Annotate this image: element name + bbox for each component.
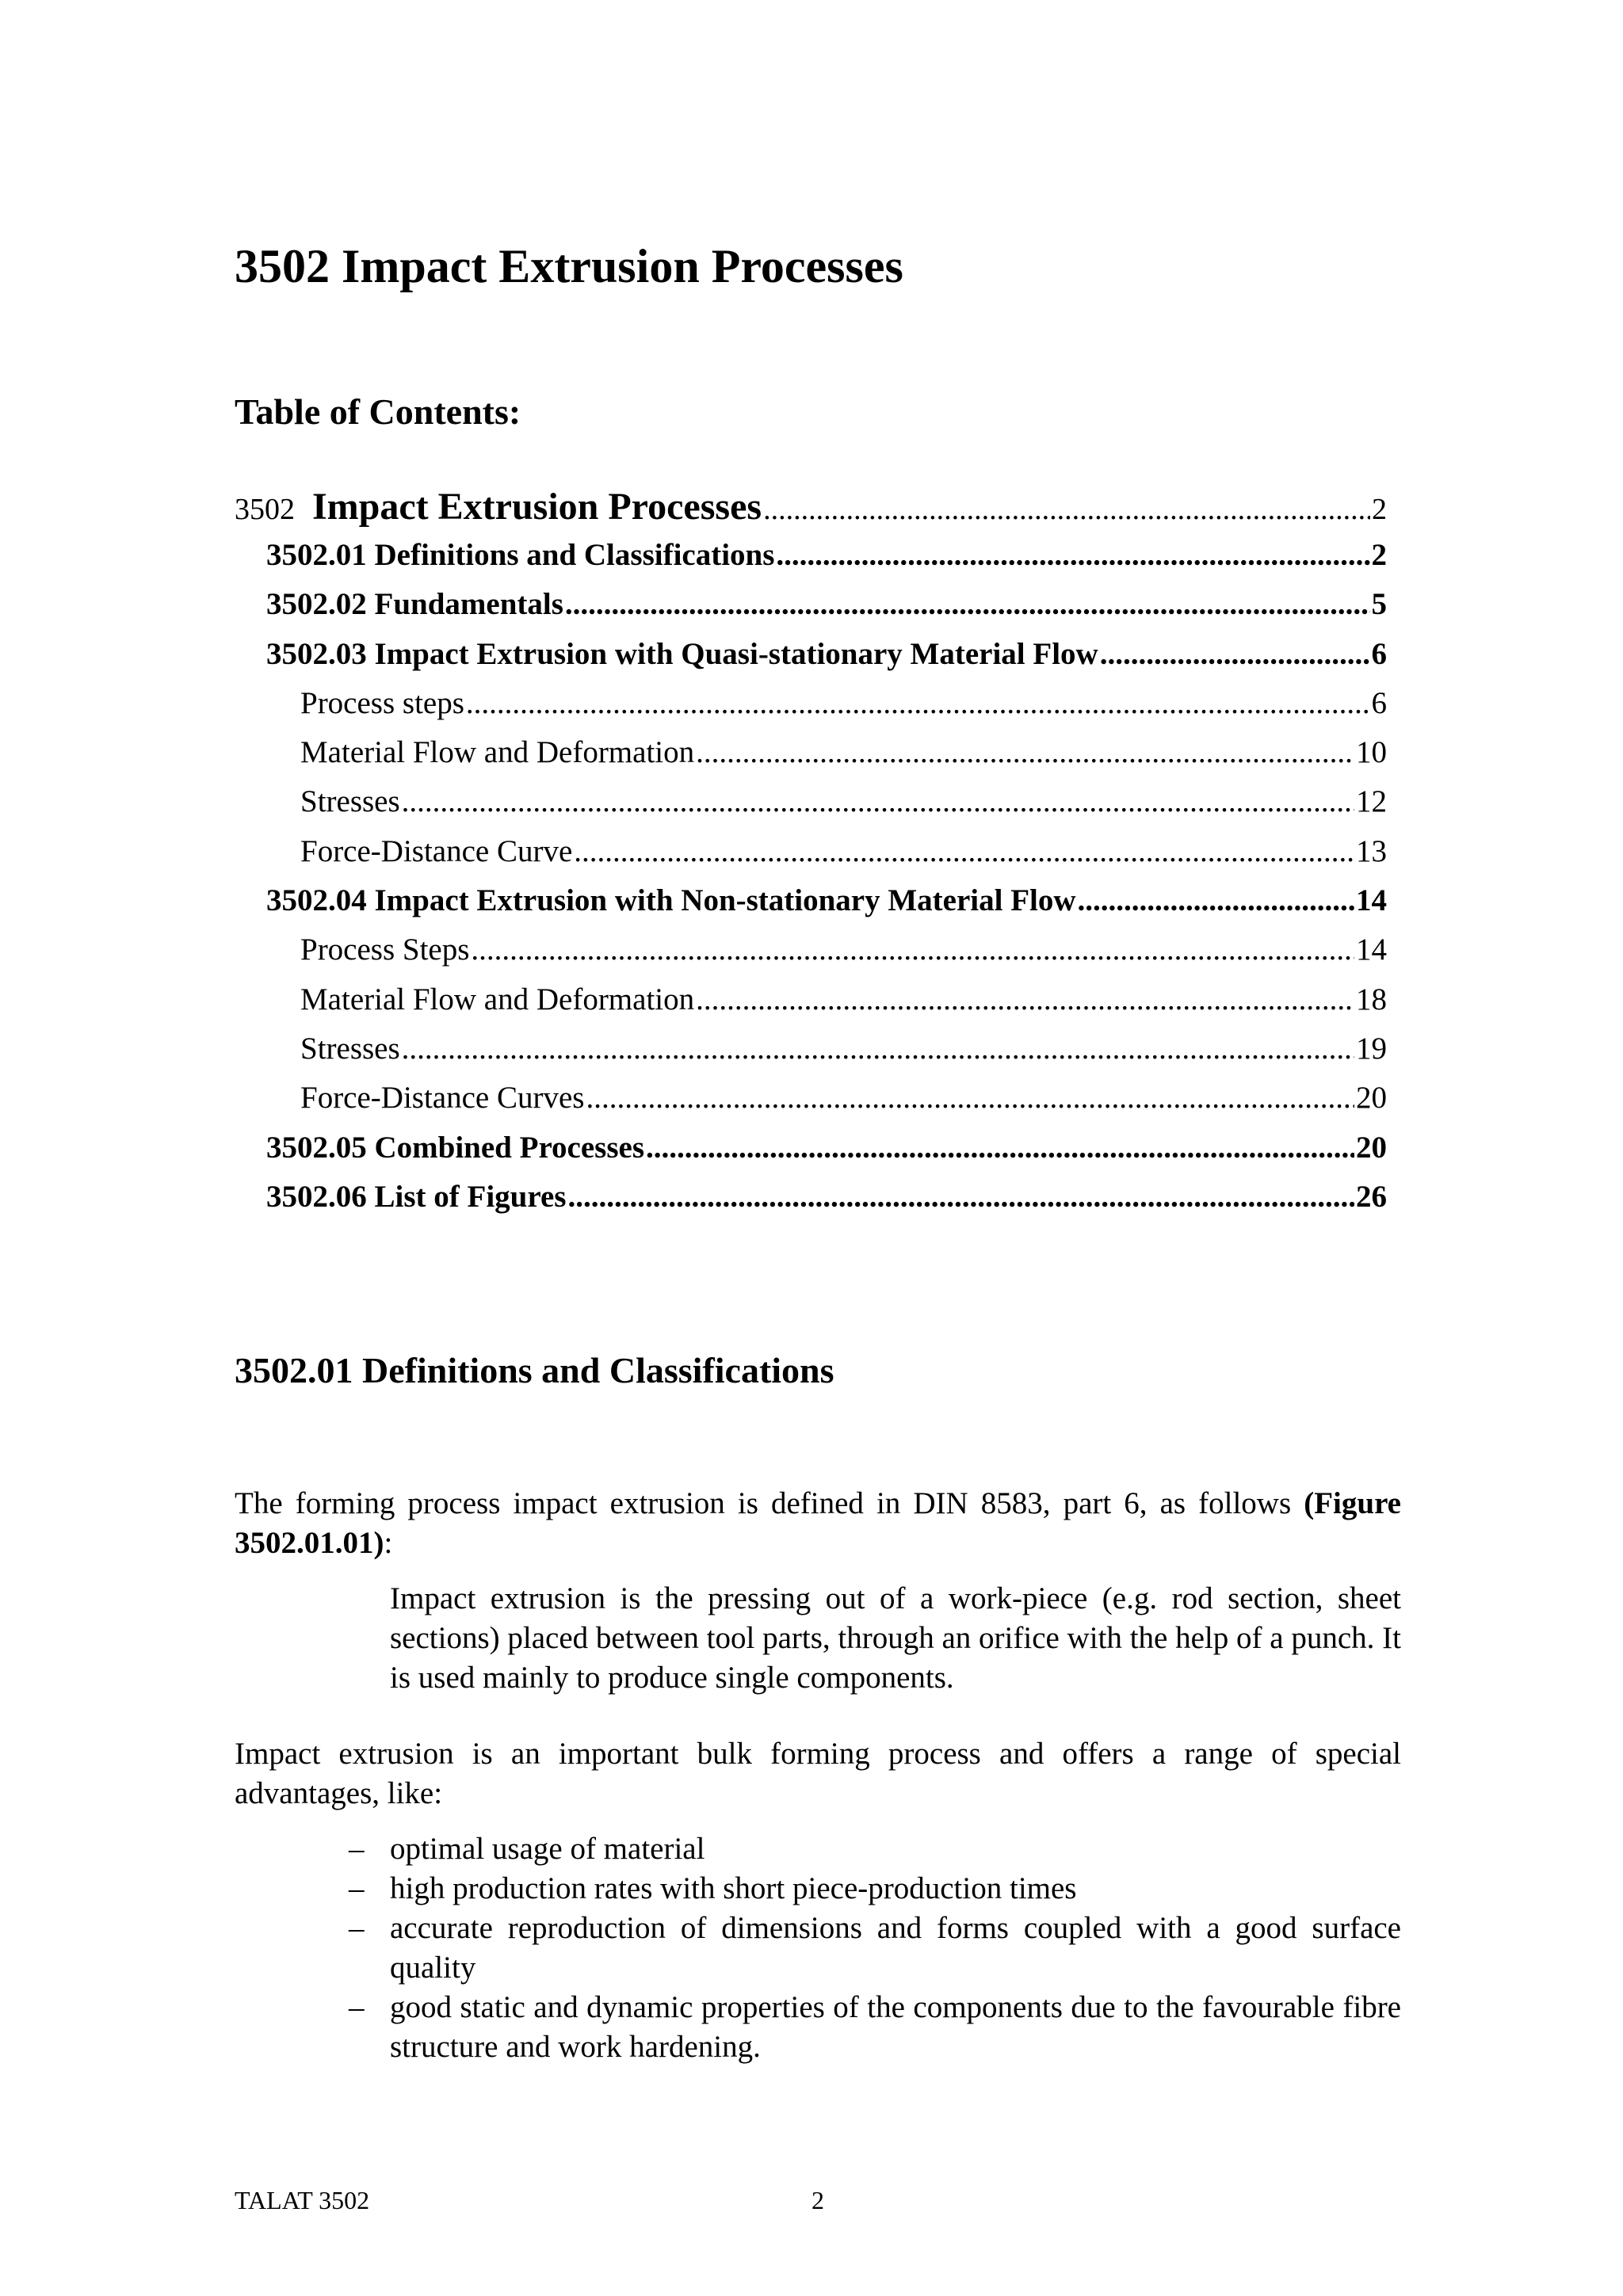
toc-leader-dots (586, 1080, 1354, 1116)
toc-entry-label: Force-Distance Curve (300, 833, 573, 868)
page-title: 3502 Impact Extrusion Processes (235, 240, 903, 292)
footer-document-id: TALAT 3502 (235, 2186, 370, 2214)
toc-entry[interactable] (235, 1031, 1387, 1080)
toc-entry-page: 20 (1356, 1081, 1387, 1116)
toc-entry[interactable] (235, 636, 1387, 685)
section-heading: 3502.01 Definitions and Classifications (235, 1350, 834, 1390)
toc-entry-page: 18 (1356, 982, 1387, 1016)
toc-entry-page: 14 (1356, 883, 1387, 918)
intro-text: The forming process impact extrusion is defined in DIN 8583, part 6, as follows (235, 1486, 1304, 1520)
toc-leader-dots (1100, 636, 1370, 672)
toc-entry-page: 14 (1356, 933, 1387, 967)
toc-leader-dots (466, 685, 1370, 721)
toc-entry-page: 20 (1356, 1130, 1387, 1165)
toc-entry-label: 3502.06 List of Figures (266, 1179, 567, 1214)
figure-reference[interactable]: (Figure 3502.01.01) (235, 1486, 1401, 1560)
intro-text-end: : (384, 1526, 393, 1560)
list-item (349, 1988, 1401, 2067)
toc-entry[interactable] (235, 932, 1387, 981)
toc-entry-label: Material Flow and Deformation (300, 982, 695, 1016)
intro-paragraph (235, 1484, 1401, 1563)
advantages-paragraph: Impact extrusion is an important bulk forming process and offers a range of special advantages, like: (235, 1737, 1401, 1810)
toc-entry-label: 3502.04 Impact Extrusion with Non-stationary Material Flow (266, 883, 1076, 918)
toc-entry-page: 6 (1371, 685, 1387, 720)
list-item-text: accurate reproduction of dimensions and forms coupled with a good surface quality (390, 1911, 1401, 1985)
toc-entry-page: 6 (1371, 636, 1387, 671)
toc-entry[interactable] (235, 537, 1387, 586)
bullet-dash: – (349, 1871, 365, 1905)
toc-leader-dots (646, 1130, 1354, 1165)
toc-leader-dots (574, 833, 1354, 869)
list-item (349, 1829, 1401, 1869)
toc-leader-dots (696, 734, 1354, 770)
toc-entry-label: 3502.05 Combined Processes (266, 1130, 645, 1165)
list-item-text: high production rates with short piece-production times (390, 1871, 1077, 1905)
toc-entry-label: Stresses (300, 784, 400, 819)
toc-entry[interactable] (235, 833, 1387, 883)
toc-leader-dots (471, 932, 1354, 967)
toc-entry[interactable] (235, 1130, 1387, 1179)
toc-entry-page: 2 (1372, 493, 1387, 526)
toc-entry-number: 3502 (235, 493, 295, 526)
toc-entry-label: Stresses (300, 1031, 400, 1066)
toc-entry-label: 3502.01 Definitions and Classifications (266, 538, 775, 572)
toc-entry[interactable] (235, 734, 1387, 784)
toc-entry-page: 2 (1371, 538, 1387, 572)
bullet-dash: – (349, 1990, 365, 2024)
toc-entry[interactable] (235, 883, 1387, 932)
bullet-dash: – (349, 1911, 365, 1945)
toc-entry[interactable] (235, 586, 1387, 635)
list-item-text: good static and dynamic properties of the components due to the favourable fibre structure and work hardening. (390, 1990, 1401, 2064)
toc-entry-page: 10 (1356, 735, 1387, 770)
toc-leader-dots (696, 982, 1354, 1017)
toc-entry-label: Material Flow and Deformation (300, 735, 695, 770)
toc-entry-page: 26 (1356, 1179, 1387, 1214)
toc-leader-dots (402, 784, 1354, 819)
toc-entry-label: Impact Extrusion Processes (312, 486, 762, 528)
toc-entry-label: 3502.02 Fundamentals (266, 587, 563, 622)
toc-leader-dots (567, 1179, 1354, 1215)
definition-quote: Impact extrusion is the pressing out of a work-piece (e.g. rod section, sheet sections) placed between tool parts, through an orifice with the help of a punch. It is used mainly to produce single components. (390, 1581, 1401, 1695)
toc-entry[interactable] (235, 784, 1387, 833)
list-item (349, 1909, 1401, 1988)
toc-entry-label: Process steps (300, 685, 464, 720)
toc-entry[interactable] (235, 485, 1387, 537)
toc-entry-page: 19 (1356, 1031, 1387, 1066)
table-of-contents (235, 485, 1387, 1228)
toc-entry-label: Force-Distance Curves (300, 1081, 585, 1116)
advantages-list (349, 1829, 1401, 2067)
toc-entry-page: 13 (1356, 833, 1387, 868)
toc-leader-dots (1078, 883, 1354, 918)
toc-entry[interactable] (235, 982, 1387, 1031)
toc-leader-dots (776, 537, 1369, 573)
toc-entry-label: Process Steps (300, 933, 470, 967)
toc-entry[interactable] (235, 685, 1387, 734)
toc-entry[interactable] (235, 1080, 1387, 1129)
toc-heading: Table of Contents: (235, 391, 521, 432)
toc-leader-dots (565, 586, 1370, 622)
toc-entry[interactable] (235, 1179, 1387, 1228)
toc-entry-label: 3502.03 Impact Extrusion with Quasi-stationary Material Flow (266, 636, 1098, 671)
list-item (349, 1869, 1401, 1909)
bullet-dash: – (349, 1832, 365, 1866)
toc-leader-dots (763, 492, 1370, 527)
toc-entry-page: 12 (1356, 784, 1387, 819)
list-item-text: optimal usage of material (390, 1832, 705, 1866)
toc-leader-dots (402, 1031, 1354, 1066)
toc-entry-page: 5 (1371, 587, 1387, 622)
footer-page-number: 2 (812, 2186, 824, 2214)
